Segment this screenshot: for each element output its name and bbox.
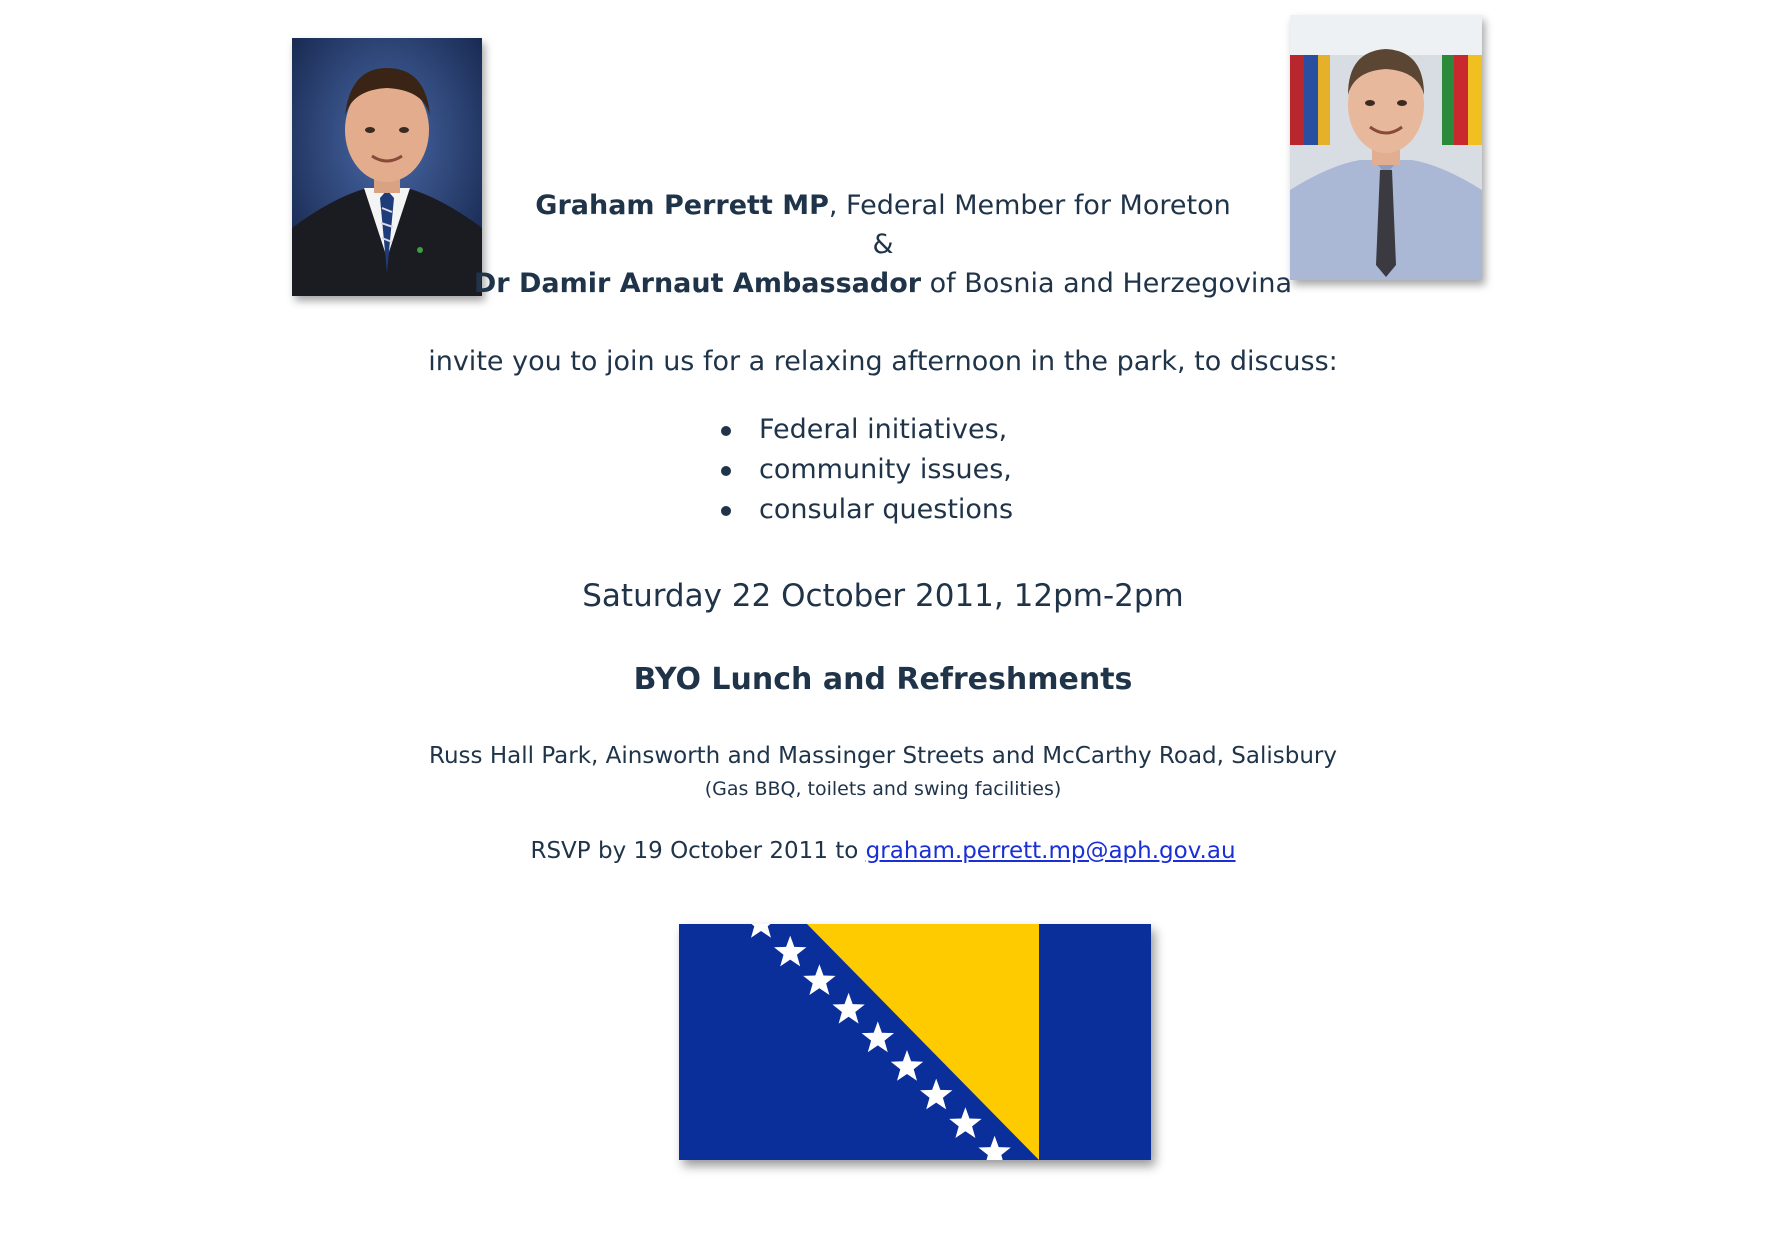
bosnia-flag [679,924,1151,1160]
bullet-icon [721,506,731,516]
host1-role: , Federal Member for Moreton [828,190,1231,221]
bullet-icon [721,466,731,476]
invitation-text: invite you to join us for a relaxing afternoon in the park, to discuss: [428,346,1338,377]
host1-line [0,190,1766,221]
list-item [717,490,1013,530]
host2-line [0,268,1766,299]
bosnia-herzegovina-flag-icon [679,924,1151,1160]
list-item [717,410,1013,450]
topic-label: community issues, [759,454,1012,485]
ampersand: & [872,229,894,260]
host2-role: of Bosnia and Herzegovina [921,268,1293,299]
topic-label: Federal initiatives, [759,414,1008,445]
rsvp-email-link[interactable]: graham.perrett.mp@aph.gov.au [865,838,1236,864]
rsvp-line [0,838,1766,864]
event-facilities: (Gas BBQ, toilets and swing facilities) [704,778,1062,800]
list-item [717,450,1013,490]
byo-heading: BYO Lunch and Refreshments [633,662,1133,697]
bullet-icon [721,426,731,436]
host2-name: Dr Damir Arnaut Ambassador [473,268,922,299]
topics-list [717,410,1013,530]
rsvp-prefix: RSVP by 19 October 2011 to [530,838,866,864]
event-datetime: Saturday 22 October 2011, 12pm-2pm [582,578,1184,614]
event-location: Russ Hall Park, Ainsworth and Massinger Streets and McCarthy Road, Salisbury [429,743,1337,769]
host1-name: Graham Perrett MP [535,190,829,221]
topic-label: consular questions [759,494,1014,525]
